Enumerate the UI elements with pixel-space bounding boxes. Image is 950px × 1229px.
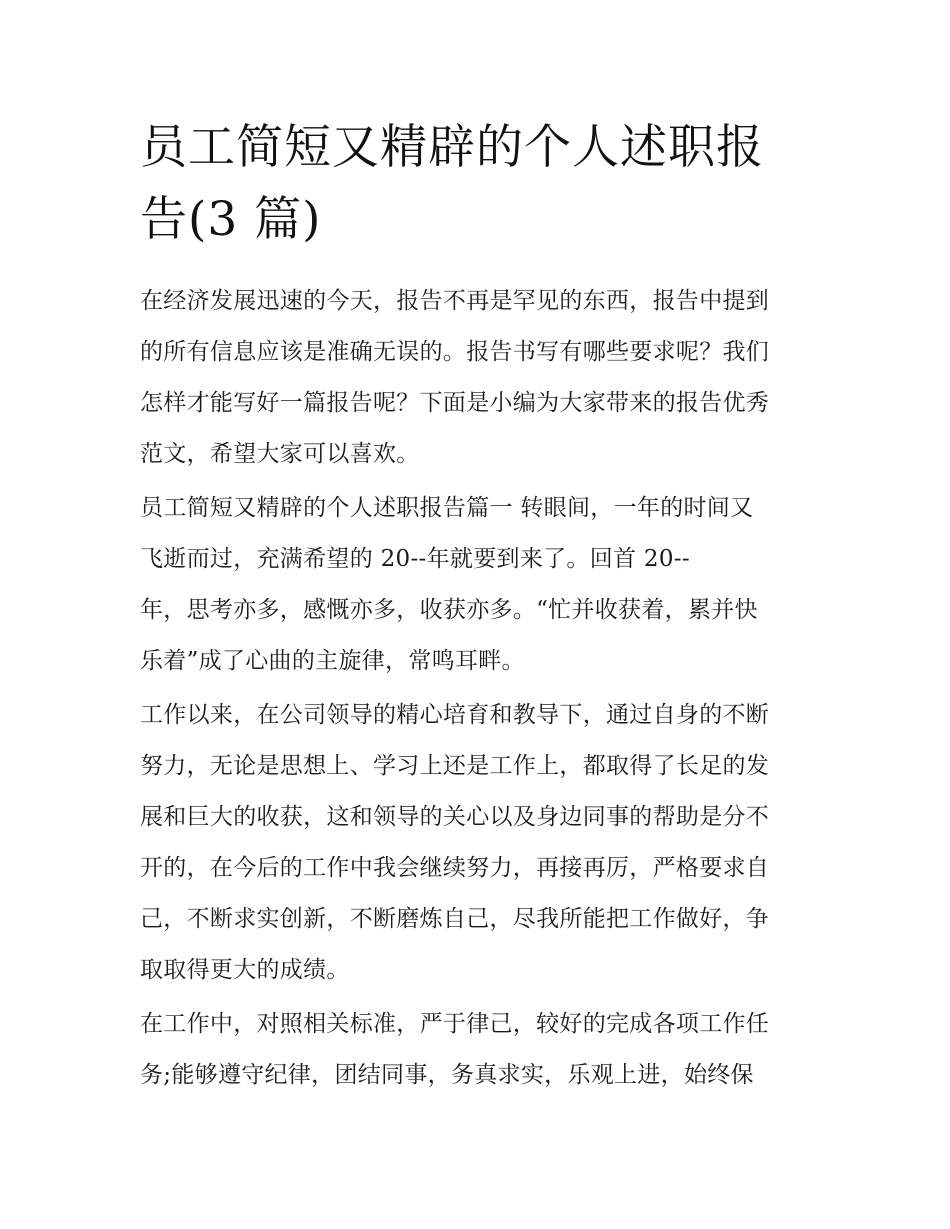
- text-line: 取取得更大的成绩。: [140, 957, 350, 983]
- text-line: 在经济发展迅速的今天，报告不再是罕见的东西，报告中提到: [140, 288, 770, 314]
- text-line: 年，思考亦多，感慨亦多，收获亦多。“忙并收获着，累并快: [140, 597, 758, 623]
- paragraph-work-progress: [140, 690, 816, 996]
- document-title: [140, 112, 820, 256]
- paragraph-intro: [140, 276, 816, 480]
- text-line: 工作以来，在公司领导的精心培育和教导下，通过自身的不断: [140, 702, 770, 728]
- text-line: 的所有信息应该是准确无误的。报告书写有哪些要求呢？我们: [140, 339, 770, 365]
- text-line: 在工作中，对照相关标准，严于律己，较好的完成各项工作任: [140, 1011, 770, 1037]
- text-line: 员工简短又精辟的个人述职报告篇一 转眼间，一年的时间又: [140, 495, 754, 521]
- title-line: 告(3 篇): [140, 192, 322, 247]
- paragraph-work-conduct: [140, 999, 816, 1101]
- paragraph-section-one: [140, 483, 816, 687]
- text-line: 努力，无论是思想上、学习上还是工作上，都取得了长足的发: [140, 753, 770, 779]
- document-body: [140, 276, 816, 1104]
- text-line: 飞逝而过，充满希望的 20--年就要到来了。回首 20--: [140, 546, 690, 572]
- text-line: 务;能够遵守纪律，团结同事，务真求实，乐观上进，始终保: [140, 1062, 754, 1088]
- text-line: 开的，在今后的工作中我会继续努力，再接再厉，严格要求自: [140, 855, 770, 881]
- text-line: 怎样才能写好一篇报告呢？下面是小编为大家带来的报告优秀: [140, 390, 770, 416]
- text-line: 乐着”成了心曲的主旋律，常鸣耳畔。: [140, 648, 525, 674]
- title-line: 员工简短又精辟的个人述职报: [140, 120, 764, 175]
- text-line: 范文，希望大家可以喜欢。: [140, 441, 420, 467]
- text-line: 己，不断求实创新，不断磨炼自己，尽我所能把工作做好，争: [140, 906, 770, 932]
- text-line: 展和巨大的收获，这和领导的关心以及身边同事的帮助是分不: [140, 804, 770, 830]
